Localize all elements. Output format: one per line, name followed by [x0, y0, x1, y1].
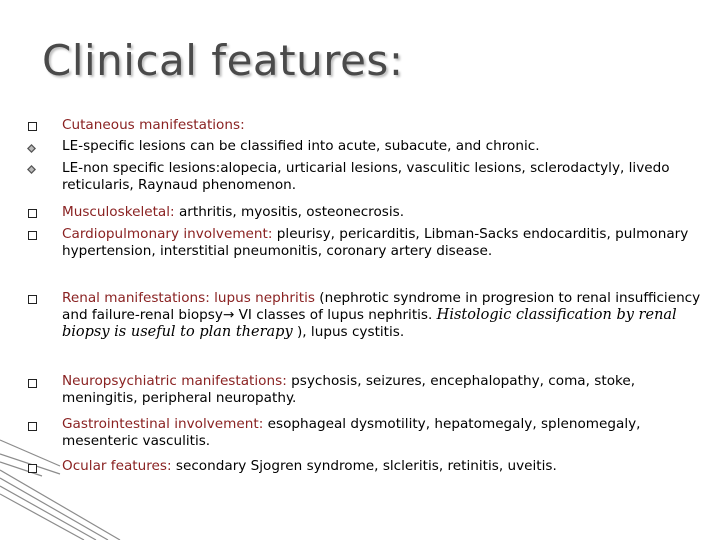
list-item: [62, 138, 712, 155]
item-heading: Cardiopulmonary involvement: [62, 226, 268, 242]
item-text: pleurisy, pericarditis, Libman-Sacks endocarditis, pulmonary hypertension, interstitial pneumonitis, coronary artery disease.: [62, 226, 689, 260]
square-bullet-icon: [28, 231, 37, 240]
list-item: [62, 117, 712, 134]
item-colon: :: [267, 226, 273, 242]
item-text: psychosis, seizures, encephalopathy, coma, stoke, meningitis, peripheral neuropathy.: [62, 373, 636, 407]
item-colon: :: [282, 373, 287, 389]
square-bullet-icon: [28, 122, 37, 131]
square-bullet-icon: [28, 295, 37, 304]
item-text: (nephrotic syndrome in progresion to renal insufficiency and failure-renal biopsy: [62, 290, 701, 324]
item-heading: Renal manifestations: lupus nephritis: [62, 290, 315, 306]
item-text-2: VI classes of lupus nephritis.: [234, 307, 433, 324]
item-text: LE-non specific lesions:alopecia, urticarial lesions, vasculitic lesions, sclerodactyly, livedo reticularis, Raynaud phenomenon.: [62, 160, 670, 194]
item-text-3: ), lupus cystitis.: [292, 324, 405, 341]
slide-title: Clinical features:: [42, 36, 404, 85]
square-bullet-icon: [28, 422, 37, 431]
arrow-icon: →: [222, 307, 235, 324]
list-item: [62, 416, 712, 450]
list-item: [62, 290, 712, 342]
list-item: [62, 458, 712, 475]
item-heading: Gastrointestinal involvement: [62, 416, 259, 432]
item-colon: :: [258, 416, 264, 432]
item-text: arthritis, myositis, osteonecrosis.: [174, 204, 405, 220]
list-item: [62, 373, 712, 407]
list-item: [62, 204, 712, 221]
square-bullet-icon: [28, 464, 37, 473]
list-item: [62, 226, 712, 260]
item-colon: :: [240, 117, 245, 133]
list-item: [62, 160, 712, 194]
item-text: esophageal dysmotility, hepatomegaly, splenomegaly, mesenteric vasculitis.: [62, 416, 641, 450]
item-heading: Musculoskeletal: [62, 204, 171, 220]
diamond-bullet-icon: [27, 165, 36, 174]
item-text: LE-specific lesions can be classified into acute, subacute, and chronic.: [62, 138, 540, 154]
item-heading: Ocular features: [62, 458, 167, 474]
square-bullet-icon: [28, 379, 37, 388]
item-text: secondary Sjogren syndrome, slcleritis, retinitis, uveitis.: [171, 458, 557, 474]
square-bullet-icon: [28, 209, 37, 218]
diamond-bullet-icon: [27, 144, 36, 153]
item-heading: Cutaneous manifestations: [62, 117, 241, 133]
item-italic-note: Histologic classification by renal biopsy is useful to plan therapy: [62, 307, 677, 341]
item-heading: Neuropsychiatric manifestations: [62, 373, 283, 389]
item-colon: :: [170, 204, 175, 220]
item-colon: :: [166, 458, 172, 474]
